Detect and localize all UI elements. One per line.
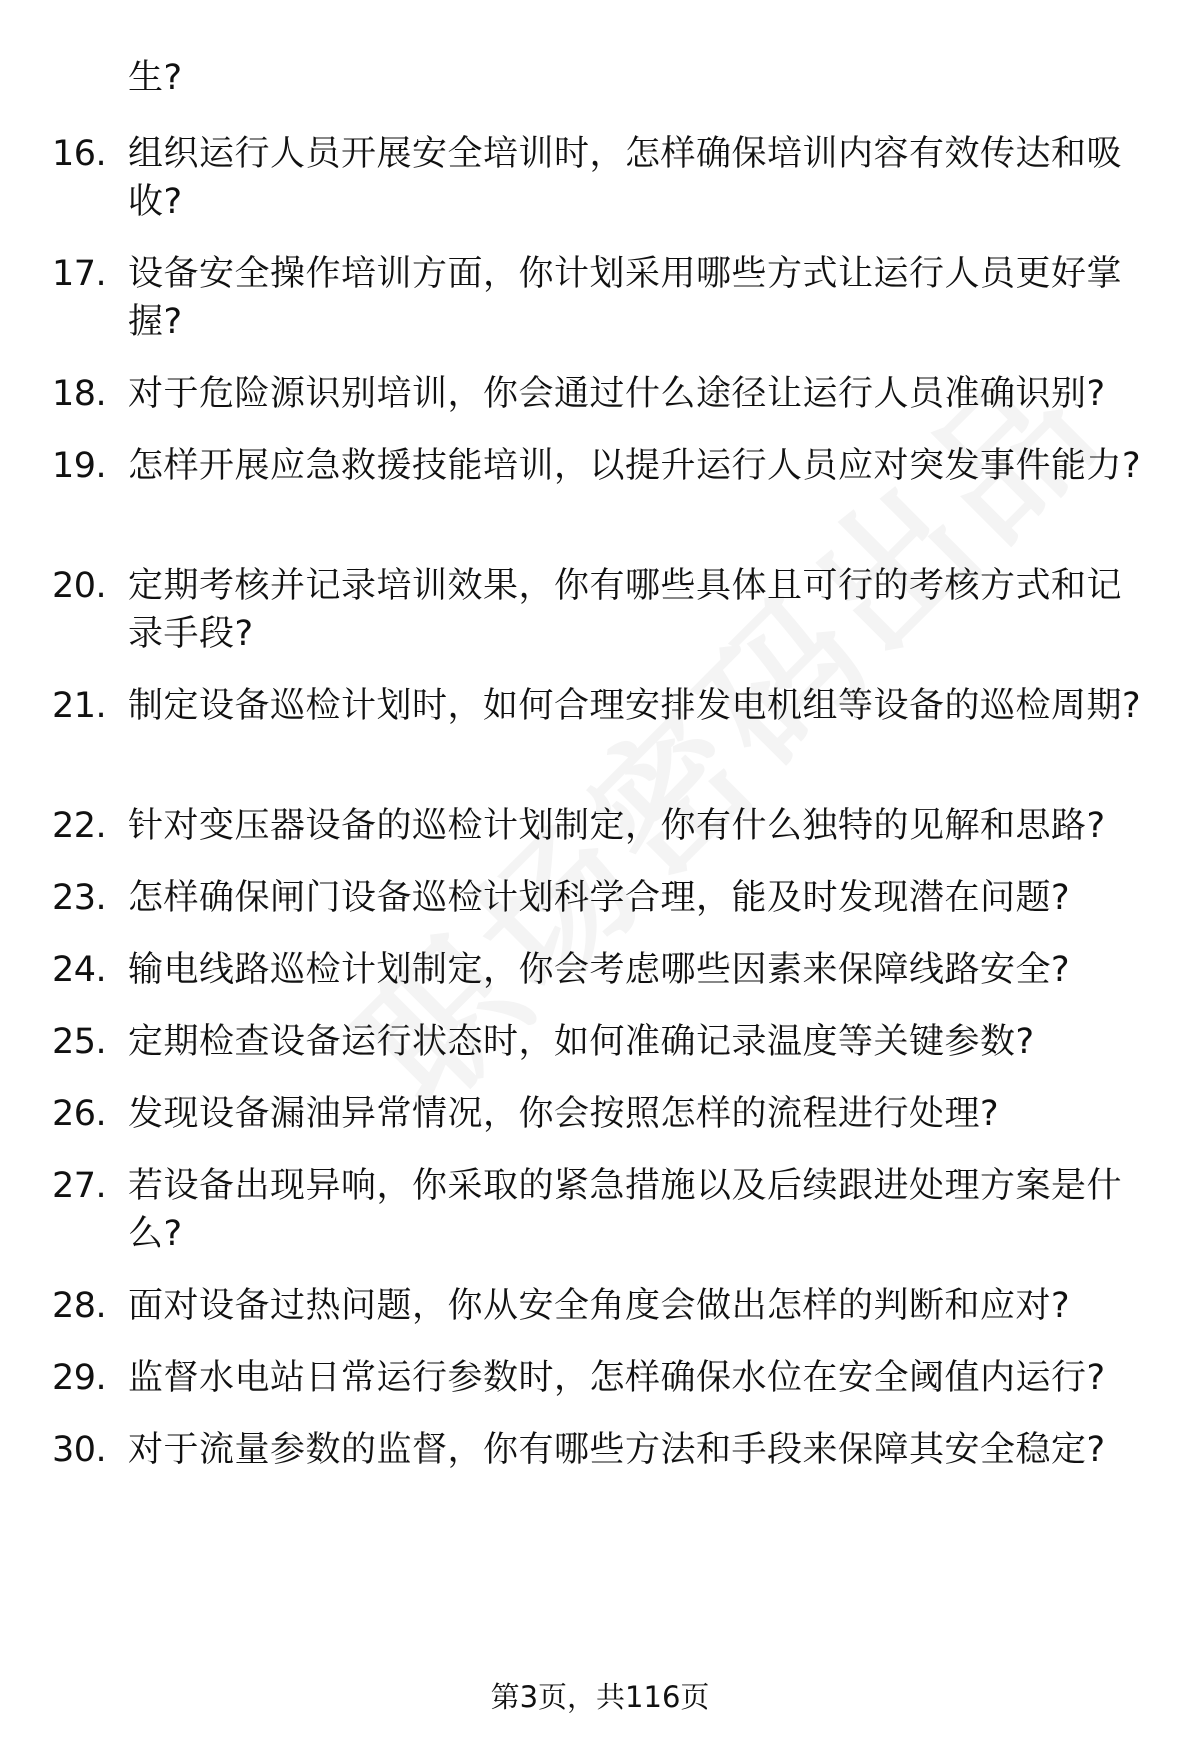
question-text: 监督水电站日常运行参数时，怎样确保水位在安全阈值内运行? (128, 1358, 1106, 1398)
continuation-text: 生? (128, 58, 183, 98)
question-number: 22. (52, 806, 107, 846)
question-number: 18. (52, 374, 107, 414)
question-number: 24. (52, 950, 107, 990)
question-number: 16. (52, 134, 107, 174)
question-number: 26. (52, 1094, 107, 1134)
question-number: 25. (52, 1022, 107, 1062)
question-number: 30. (52, 1430, 107, 1470)
question-text: 若设备出现异响，你采取的紧急措施以及后续跟进处理方案是什么? (128, 1166, 1123, 1254)
question-text: 怎样开展应急救援技能培训，以提升运行人员应对突发事件能力? (128, 446, 1142, 486)
question-number: 20. (52, 566, 107, 606)
question-text: 设备安全操作培训方面，你计划采用哪些方式让运行人员更好掌握? (128, 254, 1123, 342)
question-text: 输电线路巡检计划制定，你会考虑哪些因素来保障线路安全? (128, 950, 1071, 990)
question-text: 针对变压器设备的巡检计划制定，你有什么独特的见解和思路? (128, 806, 1106, 846)
question-number: 21. (52, 686, 107, 726)
question-text: 对于流量参数的监督，你有哪些方法和手段来保障其安全稳定? (128, 1430, 1106, 1470)
page-footer: 第3页，共116页 (490, 1680, 710, 1714)
question-text: 面对设备过热问题，你从安全角度会做出怎样的判断和应对? (128, 1286, 1071, 1326)
question-text: 对于危险源识别培训，你会通过什么途径让运行人员准确识别? (128, 374, 1106, 414)
question-number: 29. (52, 1358, 107, 1398)
question-number: 28. (52, 1286, 107, 1326)
question-text: 发现设备漏油异常情况，你会按照怎样的流程进行处理? (128, 1094, 1000, 1134)
question-text: 组织运行人员开展安全培训时，怎样确保培训内容有效传达和吸收? (128, 134, 1123, 222)
question-text: 怎样确保闸门设备巡检计划科学合理，能及时发现潜在问题? (128, 878, 1071, 918)
question-text: 定期考核并记录培训效果，你有哪些具体且可行的考核方式和记录手段? (128, 566, 1123, 654)
question-text: 制定设备巡检计划时，如何合理安排发电机组等设备的巡检周期? (128, 686, 1142, 726)
question-text: 定期检查设备运行状态时，如何准确记录温度等关键参数? (128, 1022, 1035, 1062)
question-number: 19. (52, 446, 107, 486)
question-number: 23. (52, 878, 107, 918)
question-number: 27. (52, 1166, 107, 1206)
question-number: 17. (52, 254, 107, 294)
